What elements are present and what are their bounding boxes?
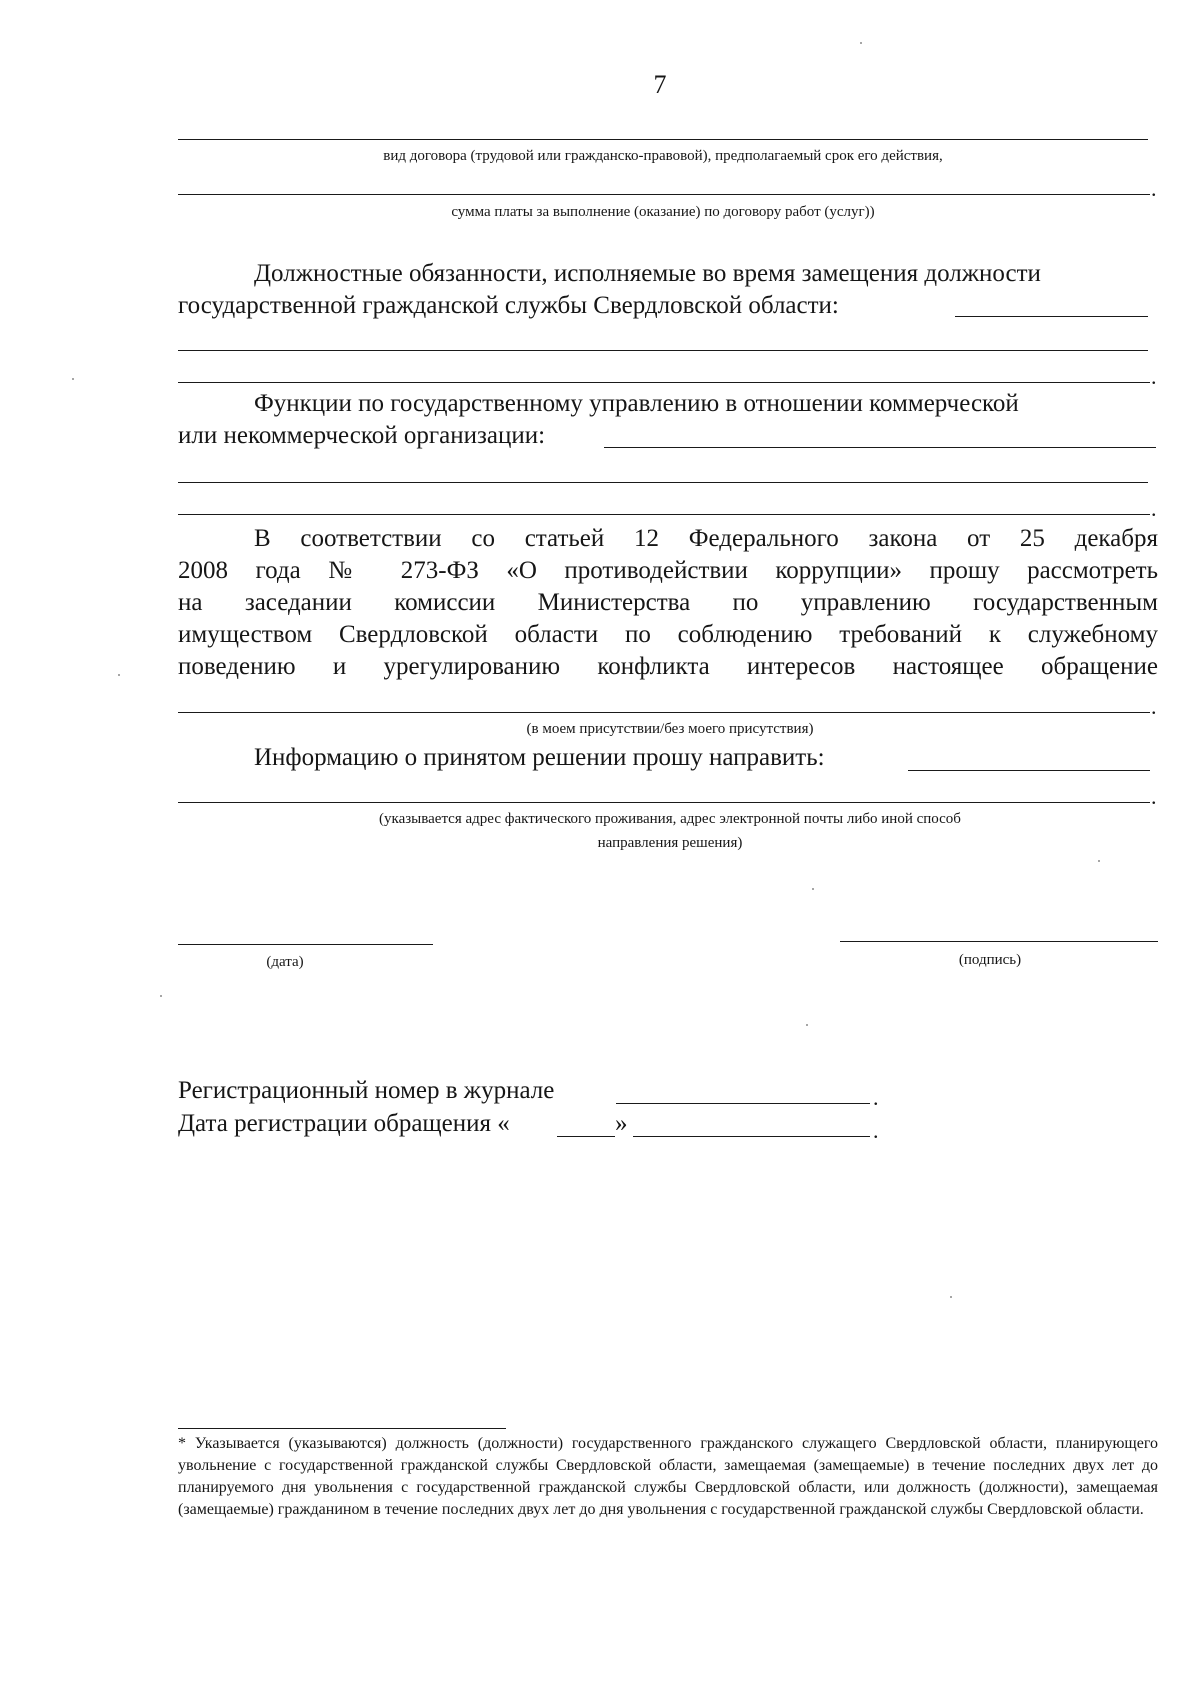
request-line-4: имуществом Свердловской области по соблюдению требований к служебному bbox=[178, 621, 1158, 648]
signature-line bbox=[840, 941, 1158, 942]
duties-line-1: Должностные обязанности, исполняемые во время замещения должности bbox=[254, 260, 1041, 287]
duties-field-line bbox=[955, 316, 1148, 317]
date-line bbox=[178, 944, 433, 945]
caption-contract-type: вид договора (трудовой или гражданско-правовой), предполагаемый срок его действия, bbox=[383, 148, 943, 164]
registration-day-field bbox=[557, 1136, 615, 1137]
registration-month-field bbox=[633, 1136, 870, 1137]
caption-date: (дата) bbox=[266, 954, 304, 970]
functions-line-2: или некоммерческой организации: bbox=[178, 422, 546, 449]
scan-speck bbox=[118, 674, 120, 676]
registration-number-label: Регистрационный номер в журнале bbox=[178, 1077, 555, 1104]
line-end-period: . bbox=[1151, 364, 1157, 389]
page-number: 7 bbox=[653, 70, 667, 99]
caption-address-1: (указывается адрес фактического проживания, адрес электронной почты либо иной способ bbox=[379, 811, 961, 827]
line-end-period: . bbox=[1151, 784, 1157, 809]
caption-presence: (в моем присутствии/без моего присутствия) bbox=[526, 721, 814, 737]
scan-speck bbox=[950, 1296, 952, 1298]
footnote-separator bbox=[178, 1428, 506, 1429]
field-line bbox=[178, 350, 1148, 351]
scan-speck bbox=[72, 378, 74, 380]
field-line bbox=[178, 194, 1150, 195]
request-line-2: 2008 года № 273-ФЗ «О противодействии коррупции» прошу рассмотреть bbox=[178, 557, 1158, 584]
line-end-period: . bbox=[1151, 176, 1157, 201]
field-line bbox=[178, 514, 1150, 515]
scan-speck bbox=[806, 1024, 808, 1026]
functions-line-1: Функции по государственному управлению в отношении коммерческой bbox=[254, 390, 1019, 417]
line-end-period: . bbox=[1151, 694, 1157, 719]
field-line bbox=[178, 712, 1150, 713]
scan-speck bbox=[160, 995, 162, 997]
field-line bbox=[178, 482, 1148, 483]
field-line bbox=[178, 382, 1150, 383]
request-line-1: В соответствии со статьей 12 Федерального закона от 25 декабря bbox=[254, 525, 1158, 552]
request-line-3: на заседании комиссии Министерства по управлению государственным bbox=[178, 589, 1158, 616]
caption-payment: сумма платы за выполнение (оказание) по договору работ (услуг)) bbox=[451, 204, 875, 220]
scan-speck bbox=[1098, 860, 1100, 862]
caption-address-2: направления решения) bbox=[597, 835, 743, 851]
line-end-period: . bbox=[873, 1118, 879, 1143]
field-line bbox=[178, 802, 1150, 803]
registration-number-field bbox=[616, 1103, 870, 1104]
scan-speck bbox=[812, 888, 814, 890]
caption-signature: (подпись) bbox=[958, 952, 1022, 968]
duties-line-2: государственной гражданской службы Свердловской области: bbox=[178, 292, 839, 319]
info-field-line bbox=[908, 770, 1150, 771]
line-end-period: . bbox=[1151, 496, 1157, 521]
scan-speck bbox=[860, 42, 862, 44]
line-end-period: . bbox=[873, 1085, 879, 1110]
registration-date-label: Дата регистрации обращения « bbox=[178, 1110, 510, 1137]
footnote: * Указывается (указываются) должность (должности) государственного гражданского служащего Свердловской области, планирующего увольнение с государственной гражданской службы Свердловской области, замещаемая (замещаемые) в течение последних двух лет до планируемого дня увольнения с государственной гражданской службы Свердловской области, или должность (должности), замещаемая (замещаемые) гражданином в течение последних двух лет до дня увольнения с государственной гражданской службы Свердловской области. bbox=[178, 1435, 1158, 1518]
functions-field-line bbox=[604, 447, 1156, 448]
registration-date-quote: » bbox=[615, 1110, 628, 1137]
request-line-5: поведению и урегулированию конфликта интересов настоящее обращение bbox=[178, 653, 1158, 680]
field-line bbox=[178, 139, 1148, 140]
info-request: Информацию о принятом решении прошу направить: bbox=[254, 744, 825, 771]
